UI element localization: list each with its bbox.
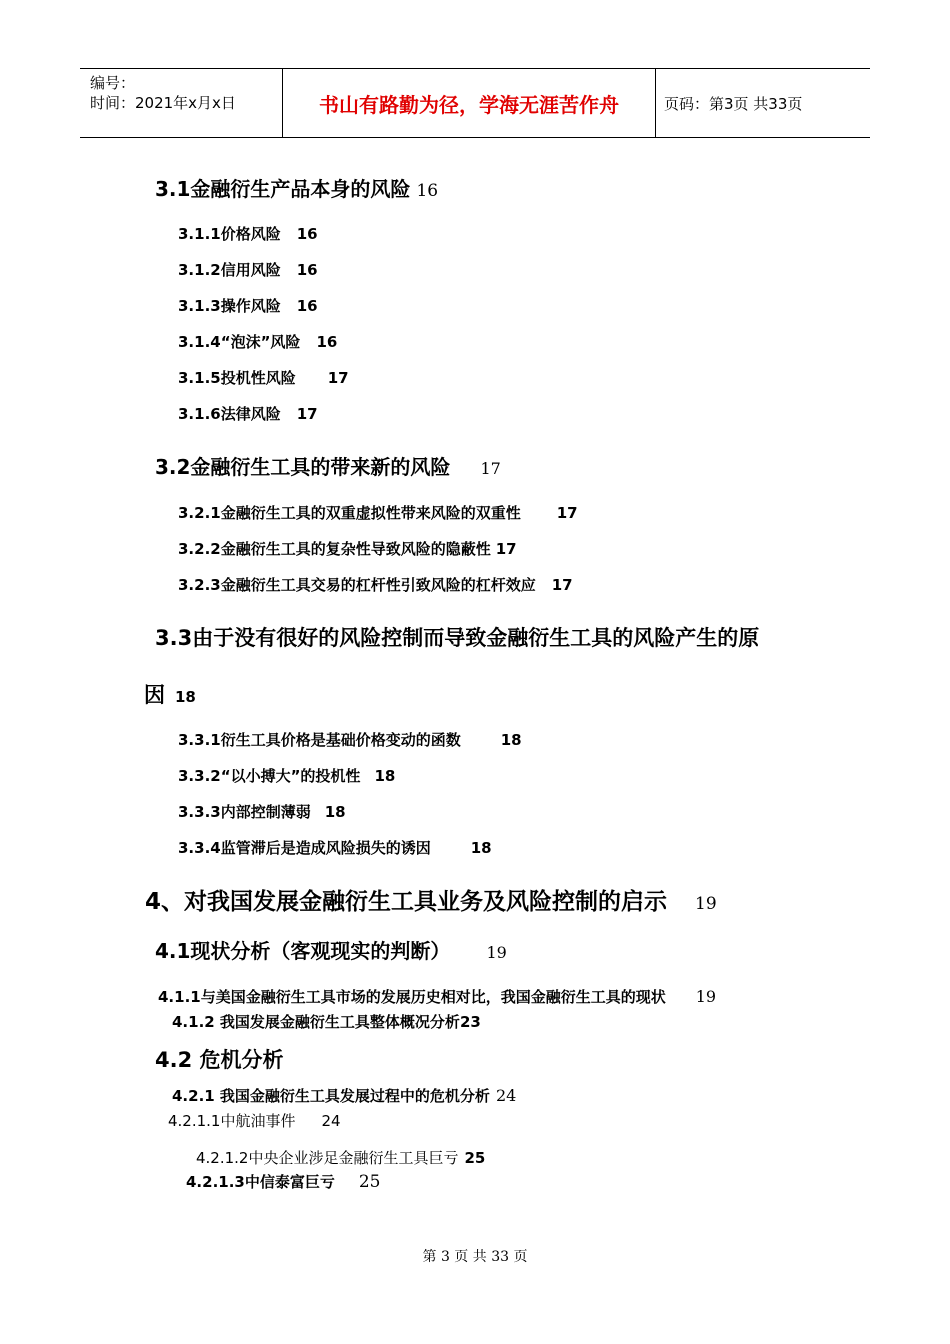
toc-entry-title: 4.1.1与美国金融衍生工具市场的发展历史相对比，我国金融衍生工具的现状	[158, 988, 666, 1006]
toc-entry[interactable]	[155, 1044, 284, 1074]
toc-entry-page: 24	[321, 1112, 341, 1130]
toc-entry-title: 3.1.5投机性风险	[178, 369, 296, 387]
toc-entry-title: 3.3由于没有很好的风险控制而导致金融衍生工具的风险产生的原	[155, 626, 760, 650]
toc-entry-page: 16	[296, 225, 318, 243]
toc-entry-title: 3.1.6法律风险	[178, 405, 281, 423]
toc-entry-title: 3.1.2信用风险	[178, 261, 281, 279]
toc-entry-page: 17	[480, 459, 501, 478]
toc-entry[interactable]	[178, 403, 318, 424]
toc-entry[interactable]	[155, 173, 438, 202]
toc-entry-title: 3.2金融衍生工具的带来新的风险	[155, 455, 451, 479]
toc-entry-page: 16	[296, 261, 318, 279]
toc-entry[interactable]	[178, 574, 573, 595]
toc-entry[interactable]	[144, 679, 196, 709]
toc-entry-title: 4.2 危机分析	[155, 1048, 284, 1072]
toc-entry-page: 18	[374, 767, 396, 785]
toc-entry[interactable]	[178, 295, 318, 316]
toc-entry-title: 4.2.1.1中航油事件	[168, 1112, 296, 1130]
toc-entry[interactable]	[172, 1085, 516, 1106]
toc-entry-page: 23	[459, 1013, 481, 1031]
toc-entry-page: 17	[551, 576, 573, 594]
time-label: 时间：2021年x月x日	[90, 94, 236, 112]
toc-entry-page: 16	[296, 297, 318, 315]
toc-entry-page: 17	[556, 504, 578, 522]
toc-entry-title: 4.1.2 我国发展金融衍生工具整体概况分析	[172, 1013, 460, 1031]
toc-entry-page: 18	[324, 803, 346, 821]
toc-entry[interactable]	[178, 729, 522, 750]
toc-entry-page: 18	[500, 731, 522, 749]
page-header	[80, 68, 870, 138]
toc-entry-title: 3.1.3操作风险	[178, 297, 281, 315]
toc-entry-title: 4.1现状分析（客观现实的判断）	[155, 939, 451, 963]
toc-entry-title: 4.2.1.2中央企业涉足金融衍生工具巨亏	[196, 1149, 459, 1167]
toc-entry-title: 因	[144, 683, 165, 707]
header-page-info: 页码：第3页 共33页	[664, 94, 803, 113]
toc-entry-title: 3.1金融衍生产品本身的风险	[155, 177, 411, 201]
toc-entry-title: 3.2.3金融衍生工具交易的杠杆性引致风险的杠杆效应	[178, 576, 536, 594]
toc-entry-title: 3.3.2“以小搏大”的投机性	[178, 767, 361, 785]
header-motto: 书山有路勤为径，学海无涯苦作舟	[282, 69, 656, 137]
toc-entry-page: 16	[416, 181, 439, 201]
toc-entry-page: 17	[296, 405, 318, 423]
toc-entry[interactable]	[178, 331, 337, 352]
toc-entry[interactable]	[158, 986, 716, 1007]
toc-entry-page: 25	[358, 1172, 381, 1192]
toc-entry-page: 18	[175, 688, 196, 706]
toc-entry-title: 4、对我国发展金融衍生工具业务及风险控制的启示	[145, 889, 668, 915]
toc-entry-page: 17	[327, 369, 349, 387]
toc-entry[interactable]	[178, 801, 346, 822]
toc-entry-title: 3.1.4“泡沫”风险	[178, 333, 301, 351]
toc-entry-title: 3.3.4监管滞后是造成风险损失的诱因	[178, 839, 431, 857]
toc-entry-page: 19	[695, 987, 717, 1006]
toc-entry[interactable]	[178, 538, 517, 559]
toc-entry-title: 3.3.1衍生工具价格是基础价格变动的函数	[178, 731, 461, 749]
toc-entry-title: 4.2.1 我国金融衍生工具发展过程中的危机分析	[172, 1087, 490, 1105]
toc-entry-title: 4.2.1.3中信泰富巨亏	[186, 1173, 335, 1191]
toc-entry-page: 19	[486, 943, 507, 962]
toc-entry-page: 19	[695, 894, 717, 914]
toc-entry[interactable]	[145, 883, 717, 916]
toc-entry-page: 17	[495, 540, 517, 558]
toc-entry[interactable]	[186, 1171, 380, 1192]
toc-entry-title: 3.1.1价格风险	[178, 225, 281, 243]
toc-entry[interactable]	[155, 935, 507, 964]
toc-entry[interactable]	[178, 367, 349, 388]
toc-entry-title: 3.2.1金融衍生工具的双重虚拟性带来风险的双重性	[178, 504, 521, 522]
toc-entry[interactable]	[155, 622, 759, 652]
toc-entry[interactable]	[172, 1011, 481, 1032]
toc-entry[interactable]	[178, 259, 318, 280]
toc-entry[interactable]	[168, 1110, 341, 1131]
toc-entry-page: 24	[495, 1086, 517, 1105]
page-footer: 第 3 页 共 33 页	[422, 1249, 528, 1265]
toc-entry-page: 25	[464, 1149, 486, 1167]
toc-entry-title: 3.3.3内部控制薄弱	[178, 803, 311, 821]
toc-entry-title: 3.2.2金融衍生工具的复杂性导致风险的隐蔽性	[178, 540, 491, 558]
toc-entry[interactable]	[178, 223, 318, 244]
toc-entry[interactable]	[178, 837, 492, 858]
toc-entry[interactable]	[178, 502, 578, 523]
toc-entry-page: 18	[470, 839, 492, 857]
number-label: 编号：	[90, 74, 136, 92]
toc-entry[interactable]	[178, 765, 395, 786]
header-meta	[80, 69, 282, 137]
toc-entry[interactable]	[155, 451, 501, 480]
toc-entry-page: 16	[316, 333, 338, 351]
toc-entry[interactable]	[196, 1147, 485, 1168]
